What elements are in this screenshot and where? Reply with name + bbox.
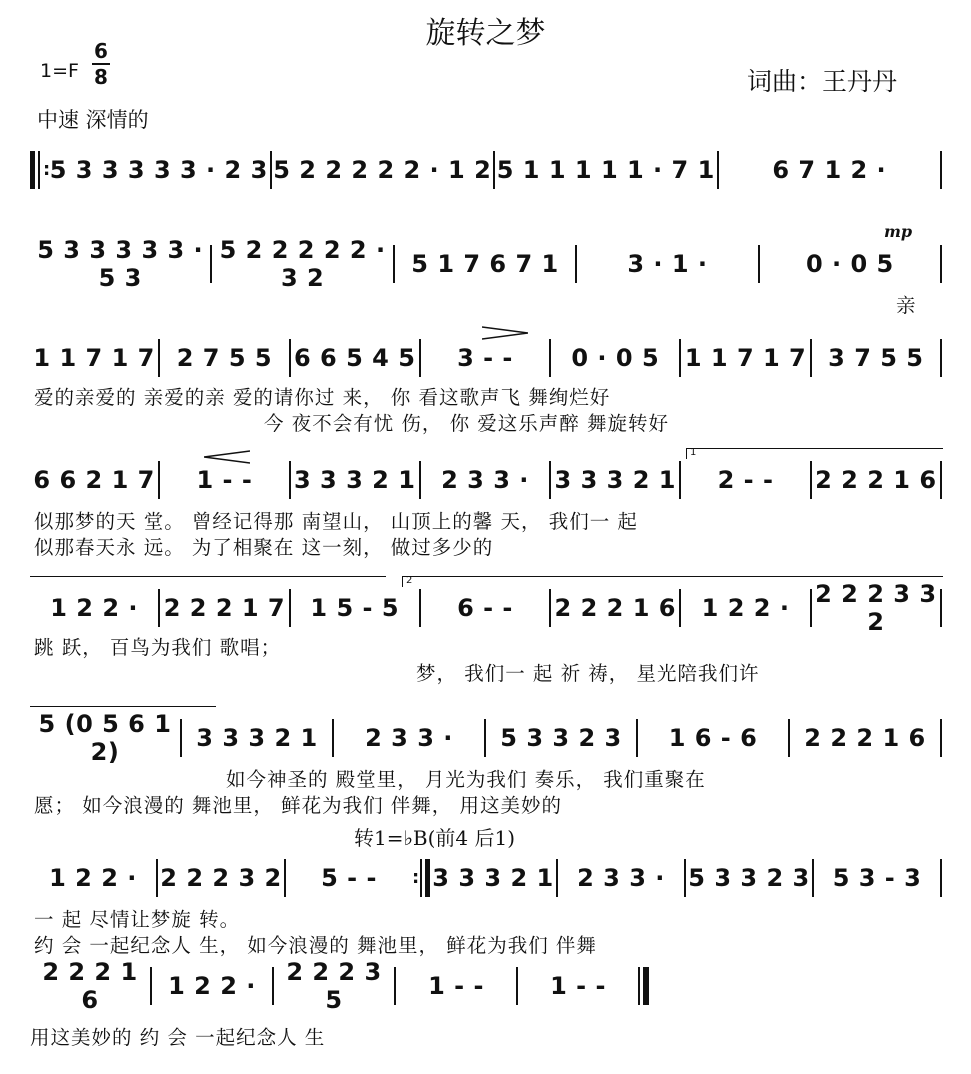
measure: 2 2 2 1 6 — [815, 466, 937, 494]
measure: 3 3 3 2 1 — [554, 466, 676, 494]
dynamic-mark: mp — [884, 222, 913, 241]
measure: 3 · 1 · — [627, 250, 708, 278]
lyrics-line-1: 一 起 尽情让梦旋 转。 — [34, 908, 241, 931]
tempo-marking: 中速 深情的 — [37, 108, 149, 132]
measure: 5 2 2 2 2 2 · 3 2 — [219, 236, 386, 292]
lyrics-line-2: 约 会 一起纪念人 生， 如今浪漫的 舞池里， 鲜花为我们 伴舞 — [34, 934, 597, 957]
lyricist-composer: 词曲：王丹丹 — [747, 67, 898, 96]
notes-row-1 — [30, 150, 942, 190]
time-signature-bottom: 8 — [94, 65, 108, 89]
measure: 5 2 2 2 2 2 · 1 2 — [273, 156, 492, 184]
lyrics-line-1: 爱的亲爱的 亲爱的亲 爱的请你过 来， 你 看这歌声飞 舞绚烂好 — [34, 386, 611, 409]
lyrics-line-2: 今 夜不会有忧 伤， 你 爱这乐声醉 舞旋转好 — [264, 412, 669, 435]
notes-row-3 — [30, 338, 942, 378]
measure: 5 (0 5 6 1 2) — [38, 710, 172, 766]
measure: 2 - - — [717, 466, 774, 494]
measure: 2 2 2 1 6 — [554, 594, 676, 622]
measure: 1 6 - 6 — [668, 724, 758, 752]
measure: 6 6 2 1 7 — [33, 466, 155, 494]
measure: 0 · 0 5 — [805, 250, 894, 278]
measure: 1 - - — [196, 466, 253, 494]
lyrics-line-1: 如今神圣的 殿堂里， 月光为我们 奏乐， 我们重聚在 — [226, 768, 706, 791]
notes-row-7 — [30, 858, 942, 898]
measure: 2 3 3 · — [441, 466, 529, 494]
measure: 1 - - — [550, 972, 606, 1000]
measure: 2 2 2 1 7 — [163, 594, 286, 622]
measure: 1 5 - 5 — [310, 594, 400, 622]
measure: 5 - - — [321, 864, 377, 892]
measure: 3 7 5 5 — [828, 344, 924, 372]
measure: 1 - - — [428, 972, 484, 1000]
notes-row-5 — [30, 580, 942, 636]
measure: 1 1 7 1 7 — [684, 344, 807, 372]
volta-bracket-1: 1 — [686, 448, 943, 459]
final-barline — [638, 967, 650, 1005]
measure: 2 2 2 3 5 — [286, 958, 382, 1014]
repeat-end-barline: : — [412, 859, 430, 897]
time-signature — [92, 40, 110, 88]
measure: 3 3 3 2 1 — [432, 864, 554, 892]
volta-bracket-1-end — [30, 576, 386, 587]
time-signature-top: 6 — [94, 39, 108, 63]
measure: 5 1 1 1 1 1 · 7 1 — [496, 156, 715, 184]
lyrics-line-1: 用这美妙的 约 会 一起纪念人 生 — [30, 1026, 326, 1049]
lyrics-line-1: 亲 — [896, 294, 917, 317]
measure: 3 3 3 2 1 — [293, 466, 416, 494]
measure: 5 3 3 2 3 — [500, 724, 622, 752]
measure: 2 7 5 5 — [176, 344, 273, 372]
measure: 2 2 2 3 2 — [160, 864, 282, 892]
measure: 1 1 7 1 7 — [33, 344, 155, 372]
measure: 2 2 2 1 6 — [42, 958, 138, 1014]
measure: 3 - - — [457, 344, 513, 372]
notes-row-8 — [30, 958, 650, 1014]
measure: 2 2 2 1 6 — [804, 724, 926, 752]
measure: 1 2 2 · — [49, 864, 137, 892]
notes-row-2 — [30, 236, 942, 292]
measure: 2 2 2 3 3 2 — [815, 580, 937, 636]
modulation-marking: 转1=♭B(前4 后1) — [354, 826, 516, 850]
lyrics-line-1: 似那梦的天 堂。 曾经记得那 南望山， 山顶上的馨 天， 我们一 起 — [34, 510, 638, 533]
lyrics-line-2: 梦， 我们一 起 祈 祷， 星光陪我们许 — [416, 662, 760, 685]
measure: 5 3 3 3 3 3 · 2 3 — [49, 156, 268, 184]
measure: 2 3 3 · — [577, 864, 665, 892]
measure: 6 7 1 2 · — [772, 156, 887, 184]
measure: 5 3 - 3 — [832, 864, 922, 892]
measure: 5 3 3 2 3 — [688, 864, 810, 892]
measure: 6 - - — [457, 594, 513, 622]
measure: 5 3 3 3 3 3 · 5 3 — [37, 236, 204, 292]
measure: 0 · 0 5 — [571, 344, 660, 372]
measure: 6 6 5 4 5 — [293, 344, 416, 372]
measure: 1 2 2 · — [701, 594, 790, 622]
lyrics-line-2: 愿； 如今浪漫的 舞池里， 鲜花为我们 伴舞， 用这美妙的 — [34, 794, 562, 817]
measure: 3 3 3 2 1 — [196, 724, 318, 752]
repeat-start-barline: : — [30, 151, 48, 189]
notes-row-4 — [30, 460, 942, 500]
measure: 1 2 2 · — [50, 594, 139, 622]
song-title: 旋转之梦 — [425, 16, 546, 51]
lyrics-line-1: 跳 跃， 百鸟为我们 歌唱； — [34, 636, 282, 659]
volta-bracket-2: 2 — [402, 576, 943, 587]
key-signature: 1=F — [40, 60, 79, 82]
measure: 5 1 7 6 7 1 — [411, 250, 559, 278]
measure: 2 3 3 · — [365, 724, 453, 752]
measure: 1 2 2 · — [168, 972, 256, 1000]
lyrics-line-2: 似那春天永 远。 为了相聚在 这一刻， 做过多少的 — [34, 536, 494, 559]
notes-row-6 — [30, 710, 942, 766]
